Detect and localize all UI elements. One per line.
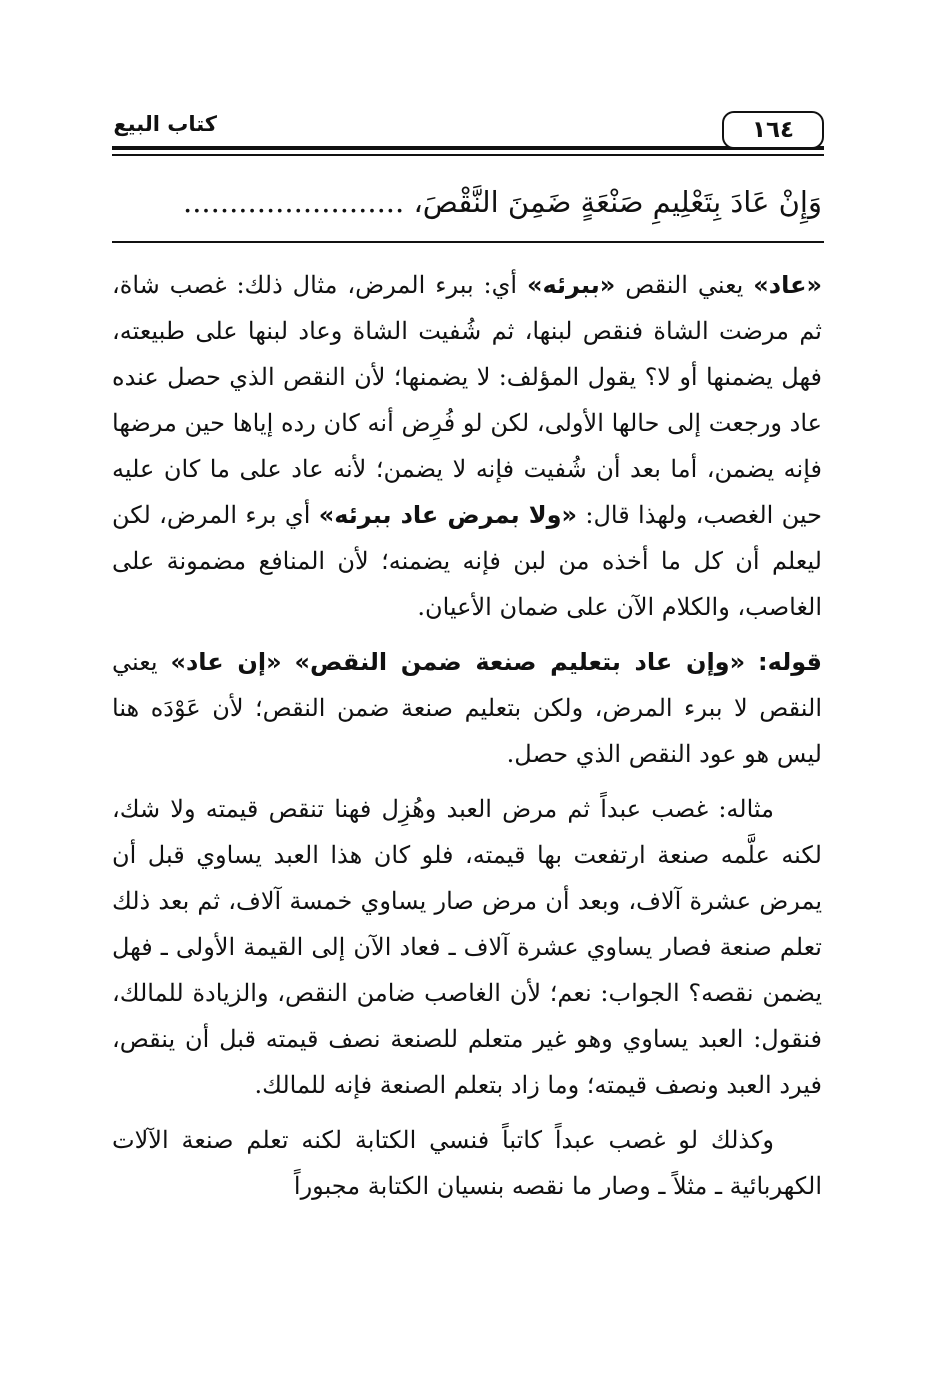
quoted-term: «وإن عاد بتعليم صنعة ضمن النقص»: [294, 648, 746, 676]
paragraph: [112, 639, 822, 777]
paragraph-text: يعني النقص: [615, 271, 754, 299]
page-header: [112, 108, 824, 160]
commentary: [112, 262, 822, 1218]
paragraph-text: أي برء المرض، لكن ليعلم أن كل ما أخذه من لبن فإنه يضمنه؛ لأن المنافع مضمونة على الغاصب، والكلام الآن على ضمان الأعيان.: [112, 501, 822, 621]
paragraph-text: يعني النقص لا ببرء المرض، ولكن بتعليم صنعة ضمن النقص؛ لأن عَوْدَه هنا ليس هو عود النقص الذي حصل.: [112, 648, 822, 768]
paragraph-text: أي: ببرء المرض، مثال ذلك: غصب شاة، ثم مرضت الشاة فنقص لبنها، ثم شُفيت الشاة وعاد لبنها على طبيعته، فهل يضمنها أو لا؟ يقول المؤلف: لا يضمنها؛ لأن النقص الذي حصل عنده عاد ورجعت إلى حالها الأولى، لكن لو فُرِض أنه كان رده إياها حين مرضها فإنه يضمن، أما بعد أن شُفيت فإنه لا يضمن؛ لأنه عاد على ما كان عليه حين الغصب، ولهذا قال:: [112, 271, 822, 529]
header-rule-thin: [112, 154, 824, 156]
quoted-term: «عاد»: [753, 271, 822, 299]
matn-divider: [112, 241, 824, 243]
paragraph-text: [282, 648, 295, 676]
quoted-term: «إن عاد»: [170, 648, 282, 676]
page-number: ١٦٤: [722, 111, 824, 149]
quoted-term: قوله:: [758, 648, 822, 676]
paragraph: مثاله: غصب عبداً ثم مرض العبد وهُزِل فهنا تنقص قيمته ولا شك، لكنه علَّمه صنعة ارتفعت بها قيمته، فلو كان هذا العبد يساوي قبل أن يمرض عشرة آلاف، وبعد أن مرض صار يساوي خمسة آلاف، ثم بعد ذلك تعلم صنعة فصار يساوي عشرة آلاف ـ فعاد الآن إلى القيمة الأولى ـ فهل يضمن نقصه؟ الجواب: نعم؛ لأن الغاصب ضامن النقص، والزيادة للمالك، فنقول: العبد يساوي وهو غير متعلم للصنعة نصف قيمته قبل أن ينقص، فيرد العبد ونصف قيمته؛ وما زاد بتعلم الصنعة فإنه للمالك.: [112, 795, 822, 1099]
header-rule-thick: [112, 146, 824, 150]
quoted-term: «ولا بمرض عاد ببرئه»: [318, 501, 578, 529]
book-title: كتاب البيع: [113, 112, 217, 136]
paragraph-text: [745, 648, 758, 676]
quoted-term: «ببرئه»: [526, 271, 616, 299]
paragraph: [112, 262, 822, 630]
paragraph: وكذلك لو غصب عبداً كاتباً فنسي الكتابة لكنه تعلم صنعة الآلات الكهربائية ـ مثلاً ـ وصار ما نقصه بنسيان الكتابة مجبوراً: [112, 1126, 822, 1200]
matn-text: وَإِنْ عَادَ بِتَعْلِيمِ صَنْعَةٍ ضَمِنَ النَّقْصَ، ........................: [182, 185, 822, 219]
